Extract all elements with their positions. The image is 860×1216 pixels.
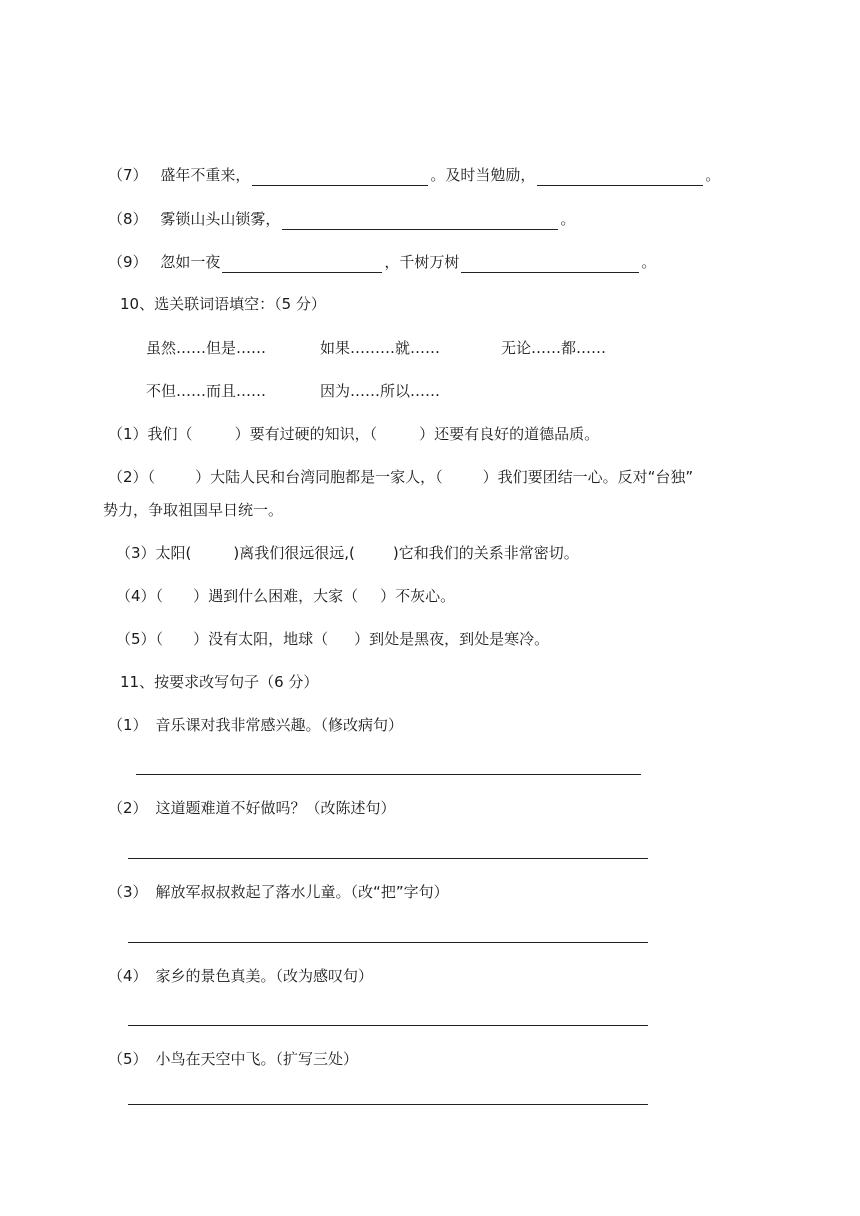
item-number: （1）	[108, 716, 148, 734]
q11-item-2	[108, 797, 396, 819]
item-text: （	[155, 587, 164, 605]
q10-item-1	[108, 423, 599, 445]
item-text: 。	[641, 253, 657, 271]
answer-line[interactable]	[128, 858, 648, 859]
item-text: 。	[705, 166, 721, 184]
item-number: （3）	[108, 883, 148, 901]
item-text: （	[147, 468, 156, 486]
item-text: ）要有过硬的知识，（	[234, 425, 378, 443]
q10-item-2	[108, 466, 693, 488]
answer-line[interactable]	[128, 1104, 648, 1105]
item-text: ）到处是黑夜，到处是寒冷。	[354, 630, 550, 648]
q10-option: 如果………就……	[320, 339, 441, 357]
item-text: 小鸟在天空中飞。（扩写三处）	[155, 1050, 359, 1068]
item-text: 家乡的景色真美。（改为感叹句）	[155, 967, 374, 985]
item-text: 太阳(	[155, 544, 192, 562]
q11-item-4	[108, 965, 373, 987]
item-text: 音乐课对我非常感兴趣。（修改病句）	[155, 716, 404, 734]
item-number: （5）	[108, 1050, 148, 1068]
q11-title: 11、按要求改写句子（6 分）	[120, 673, 319, 691]
answer-blank[interactable]	[537, 169, 703, 186]
item-text: )它和我们的关系非常密切。	[392, 544, 579, 562]
item-number: （4）	[108, 967, 148, 985]
item-text: 雾锁山头山锁雾，	[160, 210, 281, 228]
q10-option: 不但……而且……	[146, 382, 267, 400]
item-text: 。及时当勉励，	[430, 166, 536, 184]
answer-blank[interactable]	[252, 169, 428, 186]
item-number: （7）	[108, 166, 148, 184]
item-number: （4）	[116, 587, 156, 605]
q10-title: 10、选关联词语填空：（5 分）	[120, 295, 326, 313]
answer-line[interactable]	[128, 1025, 648, 1026]
answer-blank[interactable]	[282, 213, 558, 230]
item-text: 我们（	[147, 425, 193, 443]
answer-blank[interactable]	[222, 256, 382, 273]
item-text: ）遇到什么困难，大家（	[193, 587, 359, 605]
item-text: 。	[560, 210, 576, 228]
q10-item-5	[116, 628, 549, 650]
item-number: （3）	[116, 544, 156, 562]
item-text: 忽如一夜	[160, 253, 221, 271]
item-number: （8）	[108, 210, 148, 228]
item-text: ）没有太阳，地球（	[193, 630, 329, 648]
item-text: ）还要有良好的道德品质。	[419, 425, 600, 443]
item-number: （9）	[108, 253, 148, 271]
q10-option: 因为……所以……	[320, 382, 441, 400]
fill-item-9	[108, 251, 656, 273]
q10-item-2-continued: 势力，争取祖国早日统一。	[103, 501, 284, 519]
q10-option: 虽然……但是……	[146, 339, 267, 357]
item-text: 这道题难道不好做吗？（改陈述句）	[155, 799, 396, 817]
answer-line[interactable]	[128, 942, 648, 943]
q11-item-5	[108, 1048, 358, 1070]
q11-item-1	[108, 714, 403, 736]
item-number: （2）	[108, 468, 148, 486]
answer-blank[interactable]	[461, 256, 639, 273]
fill-item-7	[108, 164, 720, 186]
q10-option: 无论……都……	[501, 339, 607, 357]
item-text: ，千树万树	[384, 253, 460, 271]
q10-item-3	[116, 542, 579, 564]
item-text: 解放军叔叔救起了落水儿童。（改“把”字句）	[155, 883, 449, 901]
q10-item-4	[116, 585, 455, 607]
item-number: （2）	[108, 799, 148, 817]
answer-line[interactable]	[136, 774, 641, 775]
item-text: ）不灰心。	[380, 587, 456, 605]
item-text: （	[155, 630, 164, 648]
item-number: （5）	[116, 630, 156, 648]
fill-item-8	[108, 208, 575, 230]
item-text: 盛年不重来，	[160, 166, 251, 184]
item-text: ）大陆人民和台湾同胞都是一家人，（	[195, 468, 443, 486]
q11-item-3	[108, 881, 449, 903]
item-number: （1）	[108, 425, 148, 443]
item-text: )离我们很远很远,(	[233, 544, 355, 562]
item-text: ）我们要团结一心。反对“台独”	[482, 468, 694, 486]
